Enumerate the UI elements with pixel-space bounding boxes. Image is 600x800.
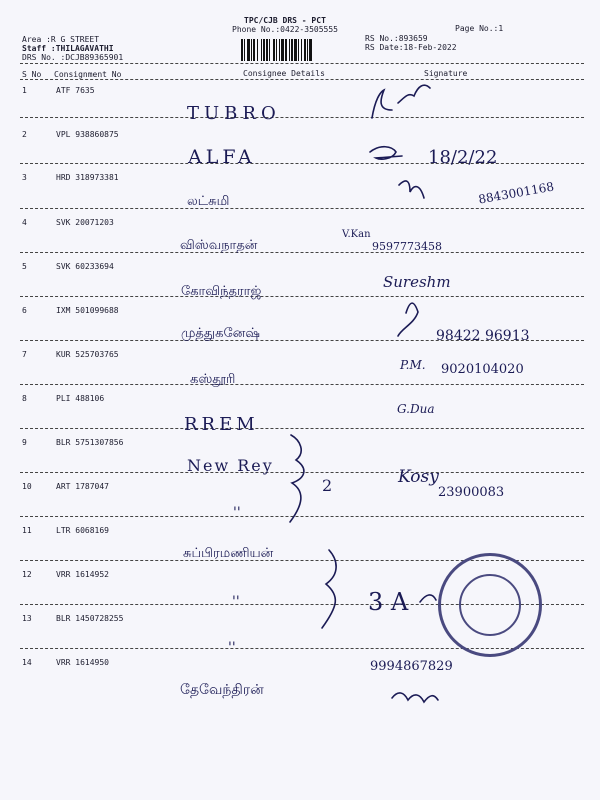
row-consignment: VRR 1614952 [56,570,109,579]
handwritten-number: 23900083 [438,485,505,500]
handwritten-signature-text: Sureshm [383,273,451,291]
row-consignment: IXM 501099688 [56,306,119,315]
handwritten-consignee: '' [228,640,236,656]
page-number: Page No.:1 [455,24,504,33]
handwritten-consignee: கோவிந்தராஜ் [181,284,262,299]
handwritten-phone: 98422 96913 [436,328,530,344]
row-consignment: ART 1787047 [56,482,109,491]
handwritten-consignee: லட்சுமி [187,194,230,209]
header-phone: Phone No.:0422-3505555 [232,25,338,34]
row-consignment: HRD 318973381 [56,173,119,182]
row-sno: 4 [22,218,27,227]
stamp-inner-ring [459,574,521,636]
area-label: Area :R G STREET [22,35,100,44]
rs-date: RS Date:18-Feb-2022 [365,43,457,52]
row-sno: 1 [22,86,27,95]
row-consignment: KUR 525703765 [56,350,119,359]
row-consignment: BLR 1450728255 [56,614,124,623]
col-consignment: Consignment No [54,70,122,79]
staff-label: Staff :THILAGAVATHI [22,44,114,53]
row-sno: 10 [22,482,32,491]
row-consignment: VRR 1614950 [56,658,109,667]
row-consignment: ATF 7635 [56,86,95,95]
handwritten-phone: 9994867829 [370,659,453,674]
handwritten-consignee: RREM [184,414,259,435]
col-consignee: Consignee Details [243,69,325,78]
handwritten-signature-text: G.Dua [397,402,435,416]
row-consignment: SVK 60233694 [56,262,114,271]
handwritten-signature-text: P.M. [400,358,426,372]
row-sno: 11 [22,526,32,535]
handwritten-consignee: முத்துகனேஷ் [181,326,260,341]
handwritten-signature-text: V.Kan [342,229,371,240]
handwritten-consignee: '' [232,594,240,610]
row-sno: 3 [22,173,27,182]
row-sno: 5 [22,262,27,271]
drs-number: DRS No. :DCJB89365901 [22,53,124,62]
handwritten-consignee: விஸ்வநாதன் [180,238,258,253]
handwritten-phone: 9597773458 [372,240,442,253]
handwritten-consignee: TUBRO [187,103,281,124]
handwritten-date: 18/2/22 [428,147,498,168]
handwritten-number: 3 A [368,588,409,616]
row-sno: 8 [22,394,27,403]
handwritten-consignee: தேவேந்திரன் [180,682,264,698]
row-sno: 14 [22,658,32,667]
rubber-stamp [438,553,542,657]
row-consignment: SVK 20071203 [56,218,114,227]
handwritten-consignee: கஸ்தூரி [190,372,236,387]
handwritten-phone: 8843001168 [477,179,555,207]
handwritten-consignee: '' [233,505,241,521]
handwritten-consignee: சுப்பிரமணியன் [183,546,274,561]
col-sno: S No [22,70,42,79]
row-consignment: BLR 5751307856 [56,438,124,447]
rs-number: RS No.:893659 [365,34,428,43]
row-sno: 7 [22,350,27,359]
header-title: TPC/CJB DRS - PCT [244,16,326,25]
handwritten-phone: 9020104020 [441,362,524,377]
handwritten-consignee: New Rey [187,456,274,475]
row-consignment: LTR 6068169 [56,526,109,535]
row-consignment: VPL 938860875 [56,130,119,139]
row-sno: 9 [22,438,27,447]
handwritten-consignee: ALFA [188,146,256,168]
col-signature: Signature [424,69,468,78]
row-consignment: PLI 488106 [56,394,105,403]
handwritten-signature-text: Kosy [398,467,439,487]
row-sno: 6 [22,306,27,315]
row-sno: 13 [22,614,32,623]
handwritten-number: 2 [322,476,333,495]
row-sno: 2 [22,130,27,139]
row-sno: 12 [22,570,32,579]
